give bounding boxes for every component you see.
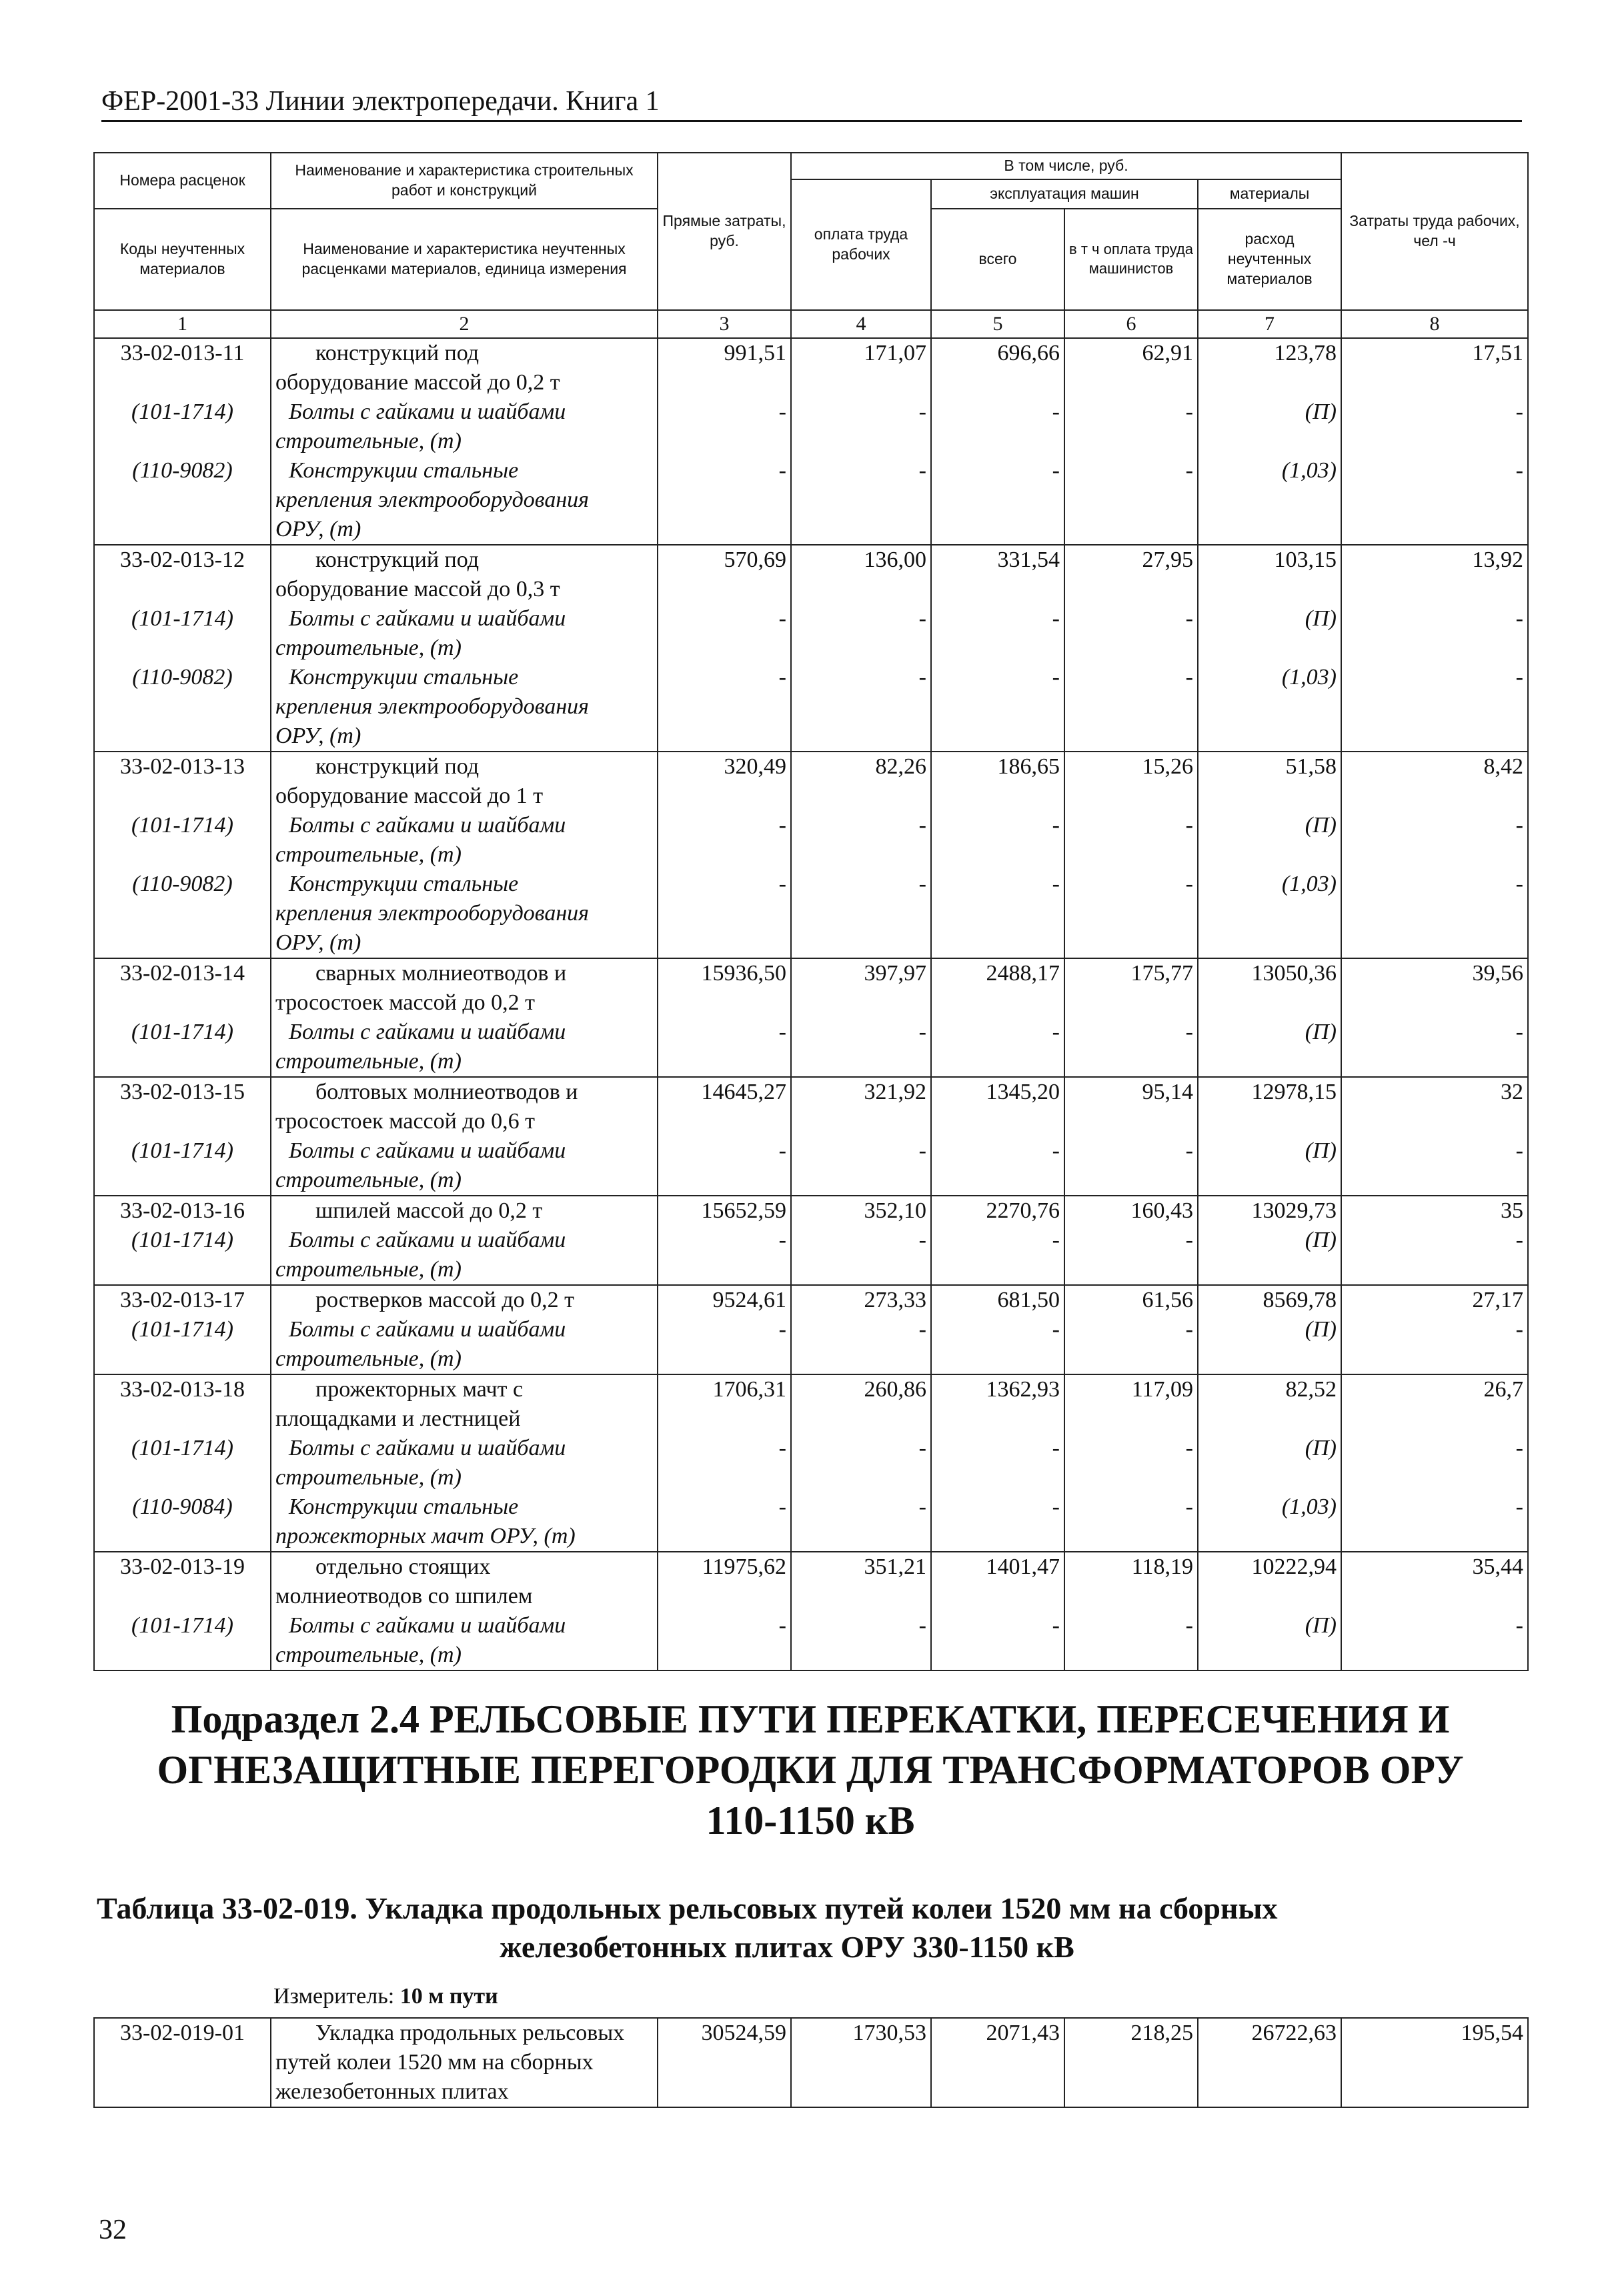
header-operator-pay: в т ч оплата труда машинистов <box>1064 209 1198 310</box>
material-name <box>271 1136 658 1196</box>
name-line: отдельно стоящих <box>315 1554 491 1579</box>
material-row <box>94 1136 1528 1196</box>
value-oper: - <box>1064 811 1198 870</box>
value-hours: 13,92 <box>1341 545 1528 604</box>
column-number: 2 <box>271 310 658 338</box>
name-line: конструкций под <box>315 754 480 779</box>
measure-label: Измеритель: <box>273 1984 395 2009</box>
value-labor: - <box>791 870 931 958</box>
name-line: Болты с гайками и шайбами <box>289 1436 566 1460</box>
value-mat: 26722,63 <box>1198 2018 1341 2107</box>
header-including: В том числе, руб. <box>791 153 1341 179</box>
value-labor: - <box>791 1315 931 1374</box>
value-labor: - <box>791 663 931 752</box>
name-line: строительные, (т) <box>275 1049 462 1074</box>
name-line: ОРУ, (т) <box>275 517 361 541</box>
value-hours: 27,17 <box>1341 1285 1528 1315</box>
name-line: Болты с гайками и шайбами <box>289 1228 566 1252</box>
table-title <box>97 1889 1531 1967</box>
value-direct: - <box>658 1315 791 1374</box>
name-line: строительные, (т) <box>275 1257 462 1282</box>
name-line: железобетонных плитах <box>275 2079 509 2104</box>
value-hours: - <box>1341 1611 1528 1670</box>
value-direct: 991,51 <box>658 338 791 397</box>
name-line: Конструкции стальные <box>289 458 519 483</box>
value-labor: - <box>791 1611 931 1670</box>
header-materials: материалы <box>1198 179 1341 209</box>
value-labor: - <box>791 1136 931 1196</box>
work-name <box>271 545 658 604</box>
rate-row <box>94 1374 1528 1434</box>
column-number: 7 <box>1198 310 1341 338</box>
work-name <box>271 752 658 811</box>
value-direct: - <box>658 663 791 752</box>
value-mat: 123,78 <box>1198 338 1341 397</box>
name-line: строительные, (т) <box>275 429 462 453</box>
work-name <box>271 1285 658 1315</box>
subsection-title <box>100 1694 1521 1846</box>
value-mat: (П) <box>1198 1434 1341 1492</box>
material-code: (101-1714) <box>94 1136 271 1196</box>
rate-code: 33-02-013-19 <box>94 1552 271 1611</box>
name-line: крепления электрооборудования <box>275 901 589 926</box>
header-unaccounted-consumption: расход неучтенных материалов <box>1198 209 1341 310</box>
page-header: ФЕР-2001-33 Линии электропередачи. Книга 1 <box>101 85 1522 122</box>
material-name <box>271 397 658 456</box>
rates-table <box>93 152 1529 1671</box>
rate-row <box>94 958 1528 1018</box>
value-mach: - <box>931 1136 1064 1196</box>
name-line: сварных молниеотводов и <box>315 961 567 986</box>
value-direct: - <box>658 397 791 456</box>
value-oper: - <box>1064 1492 1198 1552</box>
material-code: (110-9082) <box>94 663 271 752</box>
name-line: крепления электрооборудования <box>275 694 589 719</box>
value-oper: 218,25 <box>1064 2018 1198 2107</box>
value-direct: - <box>658 1136 791 1196</box>
value-hours: 35,44 <box>1341 1552 1528 1611</box>
measure-unit <box>273 1984 498 2009</box>
column-number: 5 <box>931 310 1064 338</box>
rate-code: 33-02-013-12 <box>94 545 271 604</box>
material-row <box>94 1434 1528 1492</box>
material-code: (101-1714) <box>94 1434 271 1492</box>
value-labor: 321,92 <box>791 1077 931 1136</box>
value-oper: 62,91 <box>1064 338 1198 397</box>
value-direct: 15652,59 <box>658 1196 791 1226</box>
column-number: 3 <box>658 310 791 338</box>
value-oper: - <box>1064 1434 1198 1492</box>
value-mach: 2488,17 <box>931 958 1064 1018</box>
material-name <box>271 1434 658 1492</box>
material-code: (101-1714) <box>94 604 271 663</box>
value-direct: - <box>658 1018 791 1077</box>
value-labor: 136,00 <box>791 545 931 604</box>
rate-row <box>94 1552 1528 1611</box>
value-mach: 1401,47 <box>931 1552 1064 1611</box>
name-line: Укладка продольных рельсовых <box>315 2021 625 2045</box>
value-mach: 1362,93 <box>931 1374 1064 1434</box>
value-mach: 2270,76 <box>931 1196 1064 1226</box>
column-number: 4 <box>791 310 931 338</box>
header-machine-total: всего <box>931 209 1064 310</box>
value-hours: - <box>1341 1018 1528 1077</box>
material-name <box>271 663 658 752</box>
work-name <box>271 958 658 1018</box>
rate-row <box>94 2018 1528 2107</box>
value-oper: 118,19 <box>1064 1552 1198 1611</box>
material-code: (101-1714) <box>94 811 271 870</box>
table-33-02-019 <box>93 2017 1529 2108</box>
value-direct: - <box>658 1434 791 1492</box>
value-mach: - <box>931 604 1064 663</box>
work-name <box>271 1374 658 1434</box>
page-number: 32 <box>99 2215 127 2245</box>
column-number: 8 <box>1341 310 1528 338</box>
value-mach: - <box>931 1492 1064 1552</box>
name-line: ОРУ, (т) <box>275 930 361 955</box>
material-code: (101-1714) <box>94 397 271 456</box>
value-hours: - <box>1341 604 1528 663</box>
value-oper: - <box>1064 397 1198 456</box>
table-title-line: Таблица 33-02-019. Укладка продольных рельсовых путей колеи 1520 мм на сборных <box>97 1891 1278 1925</box>
value-oper: - <box>1064 1226 1198 1285</box>
value-mat: (П) <box>1198 1136 1341 1196</box>
value-mach: 696,66 <box>931 338 1064 397</box>
name-line: болтовых молниеотводов и <box>315 1080 578 1104</box>
material-row <box>94 397 1528 456</box>
value-direct: 30524,59 <box>658 2018 791 2107</box>
rate-code: 33-02-019-01 <box>94 2018 271 2107</box>
value-oper: - <box>1064 456 1198 545</box>
value-labor: - <box>791 811 931 870</box>
value-hours: - <box>1341 456 1528 545</box>
value-oper: - <box>1064 1136 1198 1196</box>
work-name <box>271 1077 658 1136</box>
name-line: оборудование массой до 0,3 т <box>275 577 560 602</box>
value-direct: 570,69 <box>658 545 791 604</box>
work-name <box>271 1196 658 1226</box>
column-number: 6 <box>1064 310 1198 338</box>
name-line: ростверков массой до 0,2 т <box>315 1288 574 1312</box>
name-line: оборудование массой до 0,2 т <box>275 370 560 395</box>
material-row <box>94 811 1528 870</box>
material-row <box>94 870 1528 958</box>
value-direct: - <box>658 1611 791 1670</box>
name-line: строительные, (т) <box>275 1465 462 1490</box>
value-direct: - <box>658 1226 791 1285</box>
value-direct: - <box>658 870 791 958</box>
value-oper: - <box>1064 1611 1198 1670</box>
material-name <box>271 1611 658 1670</box>
rate-row <box>94 752 1528 811</box>
rate-code: 33-02-013-16 <box>94 1196 271 1226</box>
name-line: оборудование массой до 1 т <box>275 784 544 808</box>
header-unaccounted-codes: Коды неучтенных материалов <box>94 209 271 310</box>
column-numbers-row <box>94 310 1528 338</box>
name-line: Конструкции стальные <box>289 1494 519 1519</box>
rate-row <box>94 1077 1528 1136</box>
value-mat: 51,58 <box>1198 752 1341 811</box>
header-rate-numbers: Номера расценок <box>94 153 271 209</box>
work-name <box>271 1552 658 1611</box>
value-oper: - <box>1064 1018 1198 1077</box>
material-name <box>271 1018 658 1077</box>
value-oper: 117,09 <box>1064 1374 1198 1434</box>
value-mach: - <box>931 663 1064 752</box>
value-labor: - <box>791 456 931 545</box>
value-direct: 9524,61 <box>658 1285 791 1315</box>
value-mach: - <box>931 1434 1064 1492</box>
value-mat: 13029,73 <box>1198 1196 1341 1226</box>
value-direct: - <box>658 456 791 545</box>
value-mat: 13050,36 <box>1198 958 1341 1018</box>
value-hours: 35 <box>1341 1196 1528 1226</box>
name-line: Болты с гайками и шайбами <box>289 606 566 631</box>
rate-code: 33-02-013-11 <box>94 338 271 397</box>
name-line: строительные, (т) <box>275 1642 462 1667</box>
name-line: крепления электрооборудования <box>275 487 589 512</box>
value-mat: (П) <box>1198 1611 1341 1670</box>
material-row <box>94 604 1528 663</box>
value-mat: (П) <box>1198 397 1341 456</box>
value-mach: - <box>931 811 1064 870</box>
name-line: Конструкции стальные <box>289 872 519 896</box>
value-mat: (П) <box>1198 1315 1341 1374</box>
value-mat: (П) <box>1198 1226 1341 1285</box>
name-line: строительные, (т) <box>275 636 462 660</box>
material-code: (110-9082) <box>94 870 271 958</box>
value-labor: - <box>791 1226 931 1285</box>
value-labor: - <box>791 1492 931 1552</box>
name-line: тросостоек массой до 0,2 т <box>275 990 535 1015</box>
header-labor-costs: Затраты труда рабочих, чел -ч <box>1341 153 1528 310</box>
name-line: Болты с гайками и шайбами <box>289 399 566 424</box>
material-name <box>271 456 658 545</box>
value-mat: (П) <box>1198 1018 1341 1077</box>
material-name <box>271 604 658 663</box>
name-line: прожекторных мачт ОРУ, (т) <box>275 1524 576 1548</box>
value-mach: - <box>931 870 1064 958</box>
work-name <box>271 2018 658 2107</box>
value-mach: - <box>931 1611 1064 1670</box>
material-code: (101-1714) <box>94 1315 271 1374</box>
value-mach: - <box>931 1018 1064 1077</box>
name-line: строительные, (т) <box>275 1346 462 1371</box>
name-line: ОРУ, (т) <box>275 724 361 748</box>
header-labor-pay: оплата труда рабочих <box>791 179 931 310</box>
value-direct: - <box>658 1492 791 1552</box>
value-hours: - <box>1341 1492 1528 1552</box>
value-hours: - <box>1341 1136 1528 1196</box>
rate-row <box>94 1196 1528 1226</box>
rate-code: 33-02-013-18 <box>94 1374 271 1434</box>
value-hours: 17,51 <box>1341 338 1528 397</box>
value-labor: 273,33 <box>791 1285 931 1315</box>
value-hours: 26,7 <box>1341 1374 1528 1434</box>
name-line: Болты с гайками и шайбами <box>289 1317 566 1342</box>
value-oper: 160,43 <box>1064 1196 1198 1226</box>
header-machine-ops: эксплуатация машин <box>931 179 1198 209</box>
name-line: строительные, (т) <box>275 1168 462 1192</box>
material-name <box>271 1492 658 1552</box>
name-line: Болты с гайками и шайбами <box>289 1613 566 1638</box>
name-line: тросостоек массой до 0,6 т <box>275 1109 535 1134</box>
material-row <box>94 1018 1528 1077</box>
material-row <box>94 1492 1528 1552</box>
material-row <box>94 1226 1528 1285</box>
material-name <box>271 811 658 870</box>
value-labor: 260,86 <box>791 1374 931 1434</box>
value-direct: 14645,27 <box>658 1077 791 1136</box>
value-oper: - <box>1064 870 1198 958</box>
value-oper: - <box>1064 1315 1198 1374</box>
value-mat: 12978,15 <box>1198 1077 1341 1136</box>
value-mat: 103,15 <box>1198 545 1341 604</box>
material-name <box>271 870 658 958</box>
value-hours: - <box>1341 1226 1528 1285</box>
name-line: путей колеи 1520 мм на сборных <box>275 2050 594 2075</box>
value-labor: - <box>791 397 931 456</box>
rates-table-body <box>94 338 1528 1670</box>
value-mat: (1,03) <box>1198 456 1341 545</box>
material-code: (101-1714) <box>94 1018 271 1077</box>
header-work-name: Наименование и характеристика строительных работ и конструкций <box>271 153 658 209</box>
material-code: (101-1714) <box>94 1611 271 1670</box>
rate-code: 33-02-013-14 <box>94 958 271 1018</box>
value-direct: 15936,50 <box>658 958 791 1018</box>
value-mach: 2071,43 <box>931 2018 1064 2107</box>
value-oper: 175,77 <box>1064 958 1198 1018</box>
rate-row <box>94 1285 1528 1315</box>
value-oper: 61,56 <box>1064 1285 1198 1315</box>
value-mach: - <box>931 1226 1064 1285</box>
value-hours: 39,56 <box>1341 958 1528 1018</box>
value-labor: 351,21 <box>791 1552 931 1611</box>
value-hours: - <box>1341 811 1528 870</box>
value-direct: 320,49 <box>658 752 791 811</box>
material-row <box>94 1611 1528 1670</box>
name-line: прожекторных мачт с <box>315 1377 524 1402</box>
value-hours: - <box>1341 1434 1528 1492</box>
work-name <box>271 338 658 397</box>
value-hours: 8,42 <box>1341 752 1528 811</box>
value-labor: - <box>791 1434 931 1492</box>
name-line: Болты с гайками и шайбами <box>289 813 566 838</box>
material-name <box>271 1315 658 1374</box>
value-oper: - <box>1064 604 1198 663</box>
value-hours: - <box>1341 1315 1528 1374</box>
rate-code: 33-02-013-17 <box>94 1285 271 1315</box>
value-mat: (П) <box>1198 604 1341 663</box>
value-hours: 195,54 <box>1341 2018 1528 2107</box>
value-oper: - <box>1064 663 1198 752</box>
value-hours: - <box>1341 870 1528 958</box>
header-direct-costs: Прямые затраты, руб. <box>658 153 791 310</box>
value-mach: 331,54 <box>931 545 1064 604</box>
value-mach: - <box>931 1315 1064 1374</box>
value-labor: 1730,53 <box>791 2018 931 2107</box>
material-code: (110-9084) <box>94 1492 271 1552</box>
value-labor: - <box>791 604 931 663</box>
material-code: (101-1714) <box>94 1226 271 1285</box>
value-hours: 32 <box>1341 1077 1528 1136</box>
rate-row <box>94 338 1528 397</box>
value-oper: 95,14 <box>1064 1077 1198 1136</box>
value-mat: 82,52 <box>1198 1374 1341 1434</box>
value-direct: - <box>658 604 791 663</box>
name-line: молниеотводов со шпилем <box>275 1584 533 1608</box>
value-mat: 10222,94 <box>1198 1552 1341 1611</box>
value-hours: - <box>1341 663 1528 752</box>
value-direct: 11975,62 <box>658 1552 791 1611</box>
name-line: строительные, (т) <box>275 842 462 867</box>
name-line: шпилей массой до 0,2 т <box>315 1198 543 1223</box>
value-oper: 27,95 <box>1064 545 1198 604</box>
value-direct: - <box>658 811 791 870</box>
material-row <box>94 663 1528 752</box>
table-title-line: железобетонных плитах ОРУ 330-1150 кВ <box>500 1930 1074 1964</box>
value-labor: - <box>791 1018 931 1077</box>
value-mach: - <box>931 456 1064 545</box>
rate-row <box>94 545 1528 604</box>
value-mach: - <box>931 397 1064 456</box>
value-mat: (1,03) <box>1198 870 1341 958</box>
value-hours: - <box>1341 397 1528 456</box>
material-row <box>94 456 1528 545</box>
value-labor: 82,26 <box>791 752 931 811</box>
name-line: Болты с гайками и шайбами <box>289 1020 566 1044</box>
value-direct: 1706,31 <box>658 1374 791 1434</box>
value-labor: 352,10 <box>791 1196 931 1226</box>
value-mat: (1,03) <box>1198 663 1341 752</box>
rate-code: 33-02-013-15 <box>94 1077 271 1136</box>
column-number: 1 <box>94 310 271 338</box>
rate-code: 33-02-013-13 <box>94 752 271 811</box>
name-line: конструкций под <box>315 547 480 572</box>
value-mach: 186,65 <box>931 752 1064 811</box>
value-labor: 171,07 <box>791 338 931 397</box>
value-oper: 15,26 <box>1064 752 1198 811</box>
value-mach: 681,50 <box>931 1285 1064 1315</box>
value-mat: 8569,78 <box>1198 1285 1341 1315</box>
subsection-title-line: 110-1150 кВ <box>706 1799 915 1843</box>
value-mat: (П) <box>1198 811 1341 870</box>
name-line: Болты с гайками и шайбами <box>289 1138 566 1163</box>
subsection-title-line: ОГНЕЗАЩИТНЫЕ ПЕРЕГОРОДКИ ДЛЯ ТРАНСФОРМАТОРОВ ОРУ <box>157 1748 1464 1792</box>
subsection-title-line: Подраздел 2.4 РЕЛЬСОВЫЕ ПУТИ ПЕРЕКАТКИ, ПЕРЕСЕЧЕНИЯ И <box>171 1697 1450 1741</box>
name-line: Конструкции стальные <box>289 665 519 690</box>
name-line: площадками и лестницей <box>275 1406 521 1431</box>
table-33-02-019-body <box>94 2018 1528 2107</box>
value-labor: 397,97 <box>791 958 931 1018</box>
name-line: конструкций под <box>315 341 480 365</box>
header-unaccounted-name: Наименование и характеристика неучтенных расценками материалов, единица измерения <box>271 209 658 310</box>
material-row <box>94 1315 1528 1374</box>
value-mat: (1,03) <box>1198 1492 1341 1552</box>
material-name <box>271 1226 658 1285</box>
measure-value: 10 м пути <box>399 1984 498 2009</box>
value-mach: 1345,20 <box>931 1077 1064 1136</box>
material-code: (110-9082) <box>94 456 271 545</box>
